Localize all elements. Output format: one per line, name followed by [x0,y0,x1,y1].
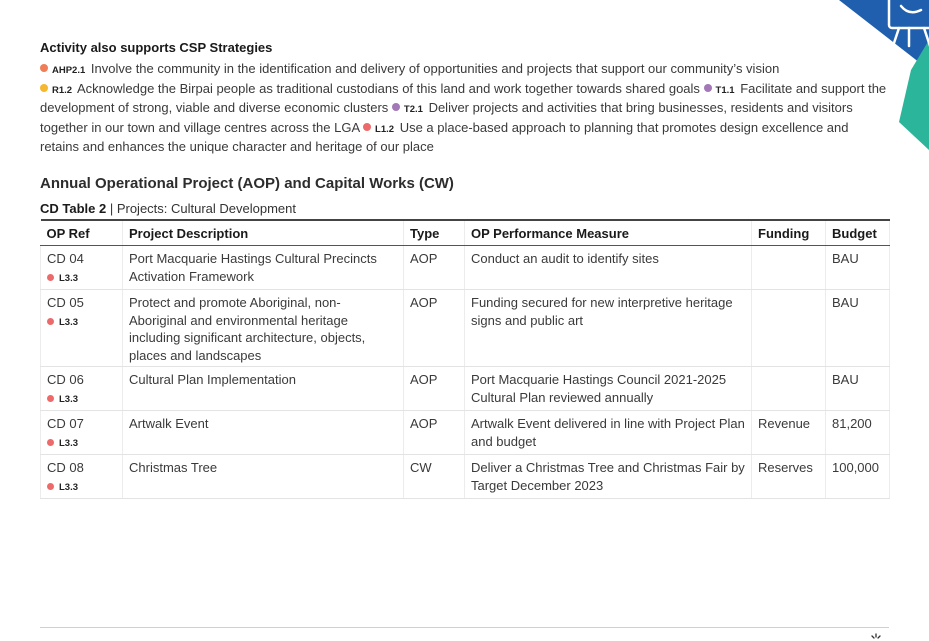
table-header-row [41,220,890,246]
project-description: Protect and promote Aboriginal, non-Aboriginal and environmental heritage including significant architecture, objects, places and landscapes [123,290,404,367]
performance-measure: Deliver a Christmas Tree and Christmas Fair by Target December 2023 [465,455,752,499]
op-ref: CD 05 [47,295,84,310]
column-header-project-description: Project Description [123,220,404,246]
section-title: Annual Operational Project (AOP) and Capital Works (CW) [40,175,454,192]
column-header-op-ref: OP Ref [41,220,123,246]
sparkle-icon [870,633,882,641]
table-caption-label: CD Table 2 [40,201,107,216]
table-row [41,246,890,290]
op-ref-cell [41,246,123,290]
column-header-type: Type [404,220,465,246]
strategy-text: Use a place-based approach to planning that promotes design excellence and retains and enhances the unique character and heritage of our place [40,119,849,155]
strategy-code: AHP2.1 [52,65,86,76]
funding: Reserves [752,455,826,499]
strategy-dot [47,483,54,490]
strategy-tag [47,438,78,449]
strategy-dot [392,103,400,111]
project-description: Christmas Tree [123,455,404,499]
funding [752,367,826,411]
strategy-tag-code: L3.3 [59,481,79,493]
table-row [41,455,890,499]
strategy-text: Facilitate and support the development of strong, viable and diverse economic clusters [40,80,887,116]
op-ref-cell [41,411,123,455]
csp-strategies [40,40,888,156]
strategy-tag-code: L3.3 [59,272,79,284]
op-ref: CD 08 [47,460,84,475]
column-header-performance-measure: OP Performance Measure [465,220,752,246]
strategy-item [40,61,779,76]
strategy-tag [47,273,78,284]
column-header-budget: Budget [826,220,890,246]
projects-table [40,219,890,499]
strategy-dot [40,84,48,92]
strategies-heading: Activity also supports CSP Strategies [40,40,273,55]
project-type: AOP [404,290,465,367]
strategy-tag [47,482,78,493]
strategy-tag-code: L3.3 [59,393,79,405]
project-description: Port Macquarie Hastings Cultural Precincts Activation Framework [123,246,404,290]
op-ref-cell [41,455,123,499]
table-caption [40,201,296,216]
strategy-tag [47,394,78,405]
project-description: Artwalk Event [123,411,404,455]
funding [752,246,826,290]
budget: BAU [826,290,890,367]
strategy-tag-code: L3.3 [59,437,79,449]
column-header-funding: Funding [752,220,826,246]
table-caption-text: | Projects: Cultural Development [106,201,297,216]
strategies-list [40,60,888,156]
strategy-dot [704,84,712,92]
op-ref-cell [41,367,123,411]
table-row [41,290,890,367]
budget: BAU [826,367,890,411]
footer-divider [40,627,889,628]
project-type: AOP [404,367,465,411]
strategy-text: Deliver projects and activities that bring businesses, residents and visitors together in our town and village centres across the LGA [40,100,853,135]
strategy-dot [47,395,54,402]
performance-measure: Conduct an audit to identify sites [465,246,752,290]
project-description: Cultural Plan Implementation [123,367,404,411]
op-ref-cell [41,290,123,367]
budget: 100,000 [826,455,890,499]
strategy-dot [47,274,54,281]
strategy-dot [47,439,54,446]
performance-measure: Artwalk Event delivered in line with Project Plan and budget [465,411,752,455]
funding [752,290,826,367]
funding: Revenue [752,411,826,455]
performance-measure: Port Macquarie Hastings Council 2021-2025 Cultural Plan reviewed annually [465,367,752,411]
project-type: CW [404,455,465,499]
strategy-tag [47,317,78,328]
performance-measure: Funding secured for new interpretive heritage signs and public art [465,290,752,367]
strategy-item [40,81,700,96]
budget: 81,200 [826,411,890,455]
op-ref: CD 04 [47,251,84,266]
project-type: AOP [404,246,465,290]
strategy-dot [363,123,371,131]
budget: BAU [826,246,890,290]
project-type: AOP [404,411,465,455]
table-row [41,367,890,411]
strategy-code: T2.1 [403,104,423,116]
table-row [41,411,890,455]
strategy-dot [47,318,54,325]
op-ref: CD 07 [47,416,84,431]
strategy-tag-code: L3.3 [59,316,79,328]
op-ref: CD 06 [47,372,84,387]
strategy-text: Acknowledge the Birpai people as traditional custodians of this land and work together towards shared goals [76,80,700,96]
strategy-code: R1.2 [52,84,73,96]
strategy-dot [40,64,48,72]
strategy-code: L1.2 [375,123,395,135]
strategy-code: T1.1 [715,84,735,96]
strategy-text: Involve the community in the identification and delivery of opportunities and projects that support our community’s vision [90,61,780,76]
